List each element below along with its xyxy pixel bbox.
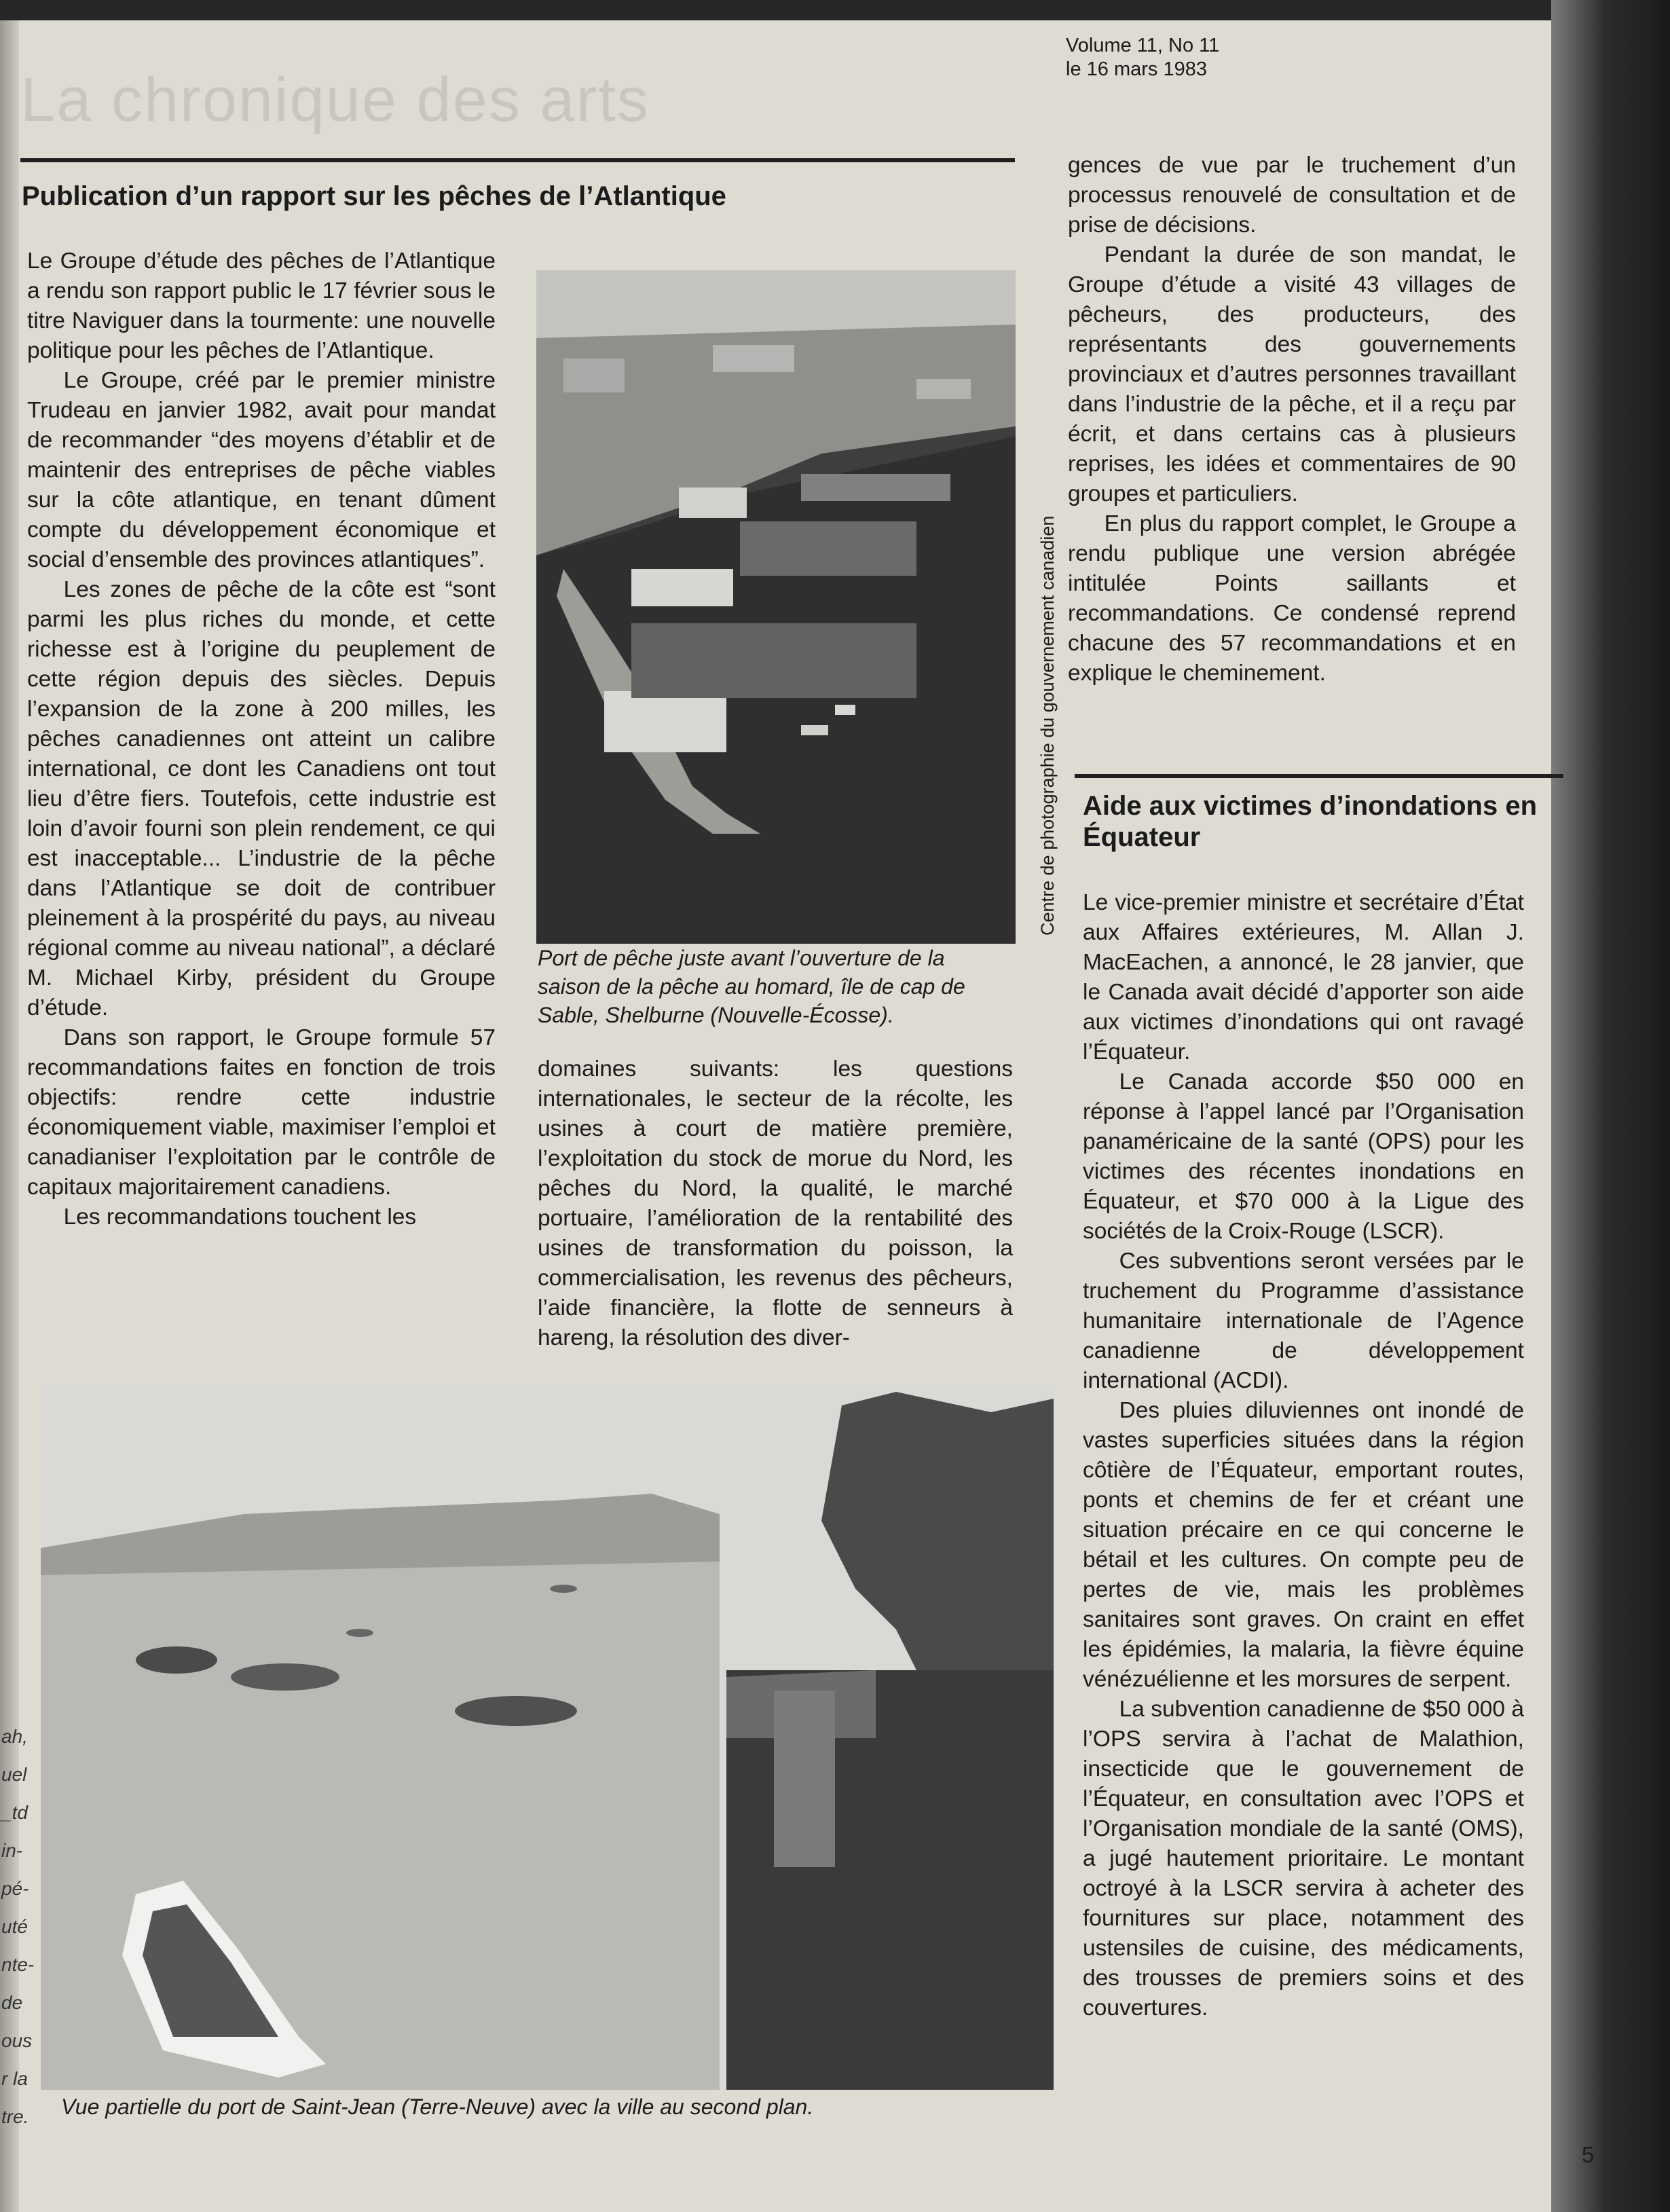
fragment: _td [1, 1802, 28, 1823]
fragment: ah, [1, 1726, 28, 1747]
st-johns-harbour-illustration [41, 1385, 1054, 2090]
issue-header [1066, 34, 1219, 81]
article1-column-1 [27, 246, 496, 1232]
paragraph: Pendant la durée de son mandat, le Groupe d’étude a visité 43 villages de pêcheurs, des producteurs, des représentants des gouvernements provinciaux et d’autres personnes travaillant dans l’industrie de la pêche, et il a reçu par écrit, et dans certains cas à plusieurs reprises, les idées et commentaires de 90 groupes et particuliers. [1068, 242, 1516, 506]
adjacent-page-fragments [1, 1718, 34, 2136]
paragraph: Le vice-premier ministre et secrétaire d’État aux Affaires extérieures, M. Allan J. MacEachen, a annoncé, le 28 janvier, que le Canada avait décidé d’apporter son aide aux victimes d’inondations qui ont ravagé l’Équateur. [1083, 890, 1524, 1065]
article2-rule [1075, 774, 1563, 778]
paragraph: gences de vue par le truchement d’un processus renouvelé de consultation et de prise de décisions. [1068, 153, 1516, 238]
article2-body [1083, 888, 1524, 2023]
paragraph: Ces subventions seront versées par le truchement du Programme d’assistance humanitaire internationale de l’Agence canadienne de développement international (ACDI). [1083, 1249, 1524, 1393]
fragment: pé- [1, 1878, 29, 1899]
binding-shadow [1551, 0, 1670, 2212]
fragment: r la [1, 2068, 28, 2089]
volume-label: Volume 11, No 11 [1066, 35, 1220, 56]
article2-title: Aide aux victimes d’inondations en Équateur [1083, 791, 1538, 852]
article1-column-2 [538, 1054, 1013, 1353]
paragraph: La subvention canadienne de $50 000 à l’OPS servira à l’achat de Malathion, insecticide que le gouvernement de l’Équateur, en consultation avec l’OPS et l’Organisation mondiale de la santé (OMS), a jugé hautement prioritaire. Le montant octroyé à la LSCR servira à acheter des fournitures sur place, notamment des ustensiles de cuisine, des médicaments, des trousses de premiers soins et des couvertures. [1083, 1697, 1524, 2021]
fragment: uel [1, 1764, 27, 1785]
article1-column-3 [1068, 151, 1516, 688]
fragment: de [1, 1992, 23, 2013]
top-rule-bar [0, 0, 1551, 20]
harbour-aerial-photo [536, 270, 1016, 944]
paragraph: domaines suivants: les questions internationales, le secteur de la récolte, les usines à court de matière première, l’exploitation du stock de morue du Nord, les pêches du Nord, la qualité, le marché portuaire, l’amélioration de la rentabilité des usines de transformation du poisson, la commercialisation, les revenus des pêcheurs, l’aide financière, la flotte de senneurs à hareng, la résolution des diver- [538, 1056, 1013, 1350]
fragment: uté [1, 1916, 28, 1937]
fragment: tre. [1, 2106, 29, 2127]
article1-rule [20, 158, 1015, 162]
harbour-photo-caption: Port de pêche juste avant l’ouverture de la saison de la pêche au homard, île de cap de Sable, Shelburne (Nouvelle-Écosse). [538, 946, 965, 1027]
article1-title: Publication d’un rapport sur les pêches de l’Atlantique [22, 181, 726, 211]
fragment: in- [1, 1840, 23, 1861]
paragraph: Le Groupe, créé par le premier ministre Trudeau en janvier 1982, avait pour mandat de recommander “des moyens d’établir et de maintenir des entreprises de pêche viables sur la côte atlantique, en tenant dûment compte du développement économique et social d’ensemble des provinces atlantiques”. [27, 368, 496, 572]
harbour-aerial-illustration [536, 270, 1016, 944]
paragraph: Des pluies diluviennes ont inondé de vastes superficies situées dans la région côtière de l’Équateur, emportant routes, ponts et chemins de fer et créant une situation précaire en ce qui concerne le bétail et les cultures. On compte peu de pertes de vie, mais les problèmes sanitaires sont graves. On craint en effet les épidémies, la malaria, la fièvre équine vénézuélienne et les morsures de serpent. [1083, 1398, 1524, 1692]
fragment: nte- [1, 1954, 35, 1975]
fragment: ous [1, 2030, 33, 2051]
paragraph: Le Groupe d’étude des pêches de l’Atlantique a rendu son rapport public le 17 février sous le titre Naviguer dans la tourmente: une nouvelle politique pour les pêches de l’Atlantique. [27, 248, 496, 363]
paragraph: Les recommandations touchent les [63, 1204, 417, 1230]
paragraph: En plus du rapport complet, le Groupe a rendu publique une version abrégée intitulée Points saillants et recommandations. Ce condensé reprend chacune des 57 recommandations et en explique le cheminement. [1068, 511, 1516, 686]
issue-date: le 16 mars 1983 [1066, 58, 1207, 80]
paragraph: Dans son rapport, le Groupe formule 57 recommandations faites en fonction de trois objectifs: rendre cette industrie économiquement viable, maximiser l’emploi et canadianiser l’exploitation par le contrôle de capitaux majoritairement canadiens. [27, 1025, 496, 1200]
page-number: 5 [1582, 2142, 1595, 2167]
paragraph: Les zones de pêche de la côte est “sont parmi les plus riches du monde, et cette richesse est à l’origine du peuplement de cette région depuis des siècles. Depuis l’expansion de la zone à 200 milles, les pêches canadiennes ont atteint un calibre international, ce dont les Canadiens ont tout lieu d’être fiers. Toutefois, cette industrie est loin d’avoir fourni son plein rendement, ce qui est inacceptable... L’industrie de la pêche dans l’Atlantique se doit de contribuer pleinement à la prospérité du pays, au niveau régional comme au niveau national”, a déclaré M. Michael Kirby, président du Groupe d’étude. [27, 577, 496, 1020]
st-johns-photo-caption: Vue partielle du port de Saint-Jean (Terre-Neuve) avec la ville au second plan. [61, 2095, 814, 2119]
paragraph: Le Canada accorde $50 000 en réponse à l’appel lancé par l’Organisation panaméricaine de la santé (OPS) pour les victimes des récentes inondations en Équateur, et $70 000 à la Ligue des sociétés de la Croix-Rouge (LSCR). [1083, 1069, 1524, 1244]
photo-credit: Centre de photographie du gouvernement canadien [1037, 515, 1058, 936]
st-johns-harbour-photo [41, 1385, 1054, 2090]
ghost-title: La chronique des arts [20, 65, 650, 134]
